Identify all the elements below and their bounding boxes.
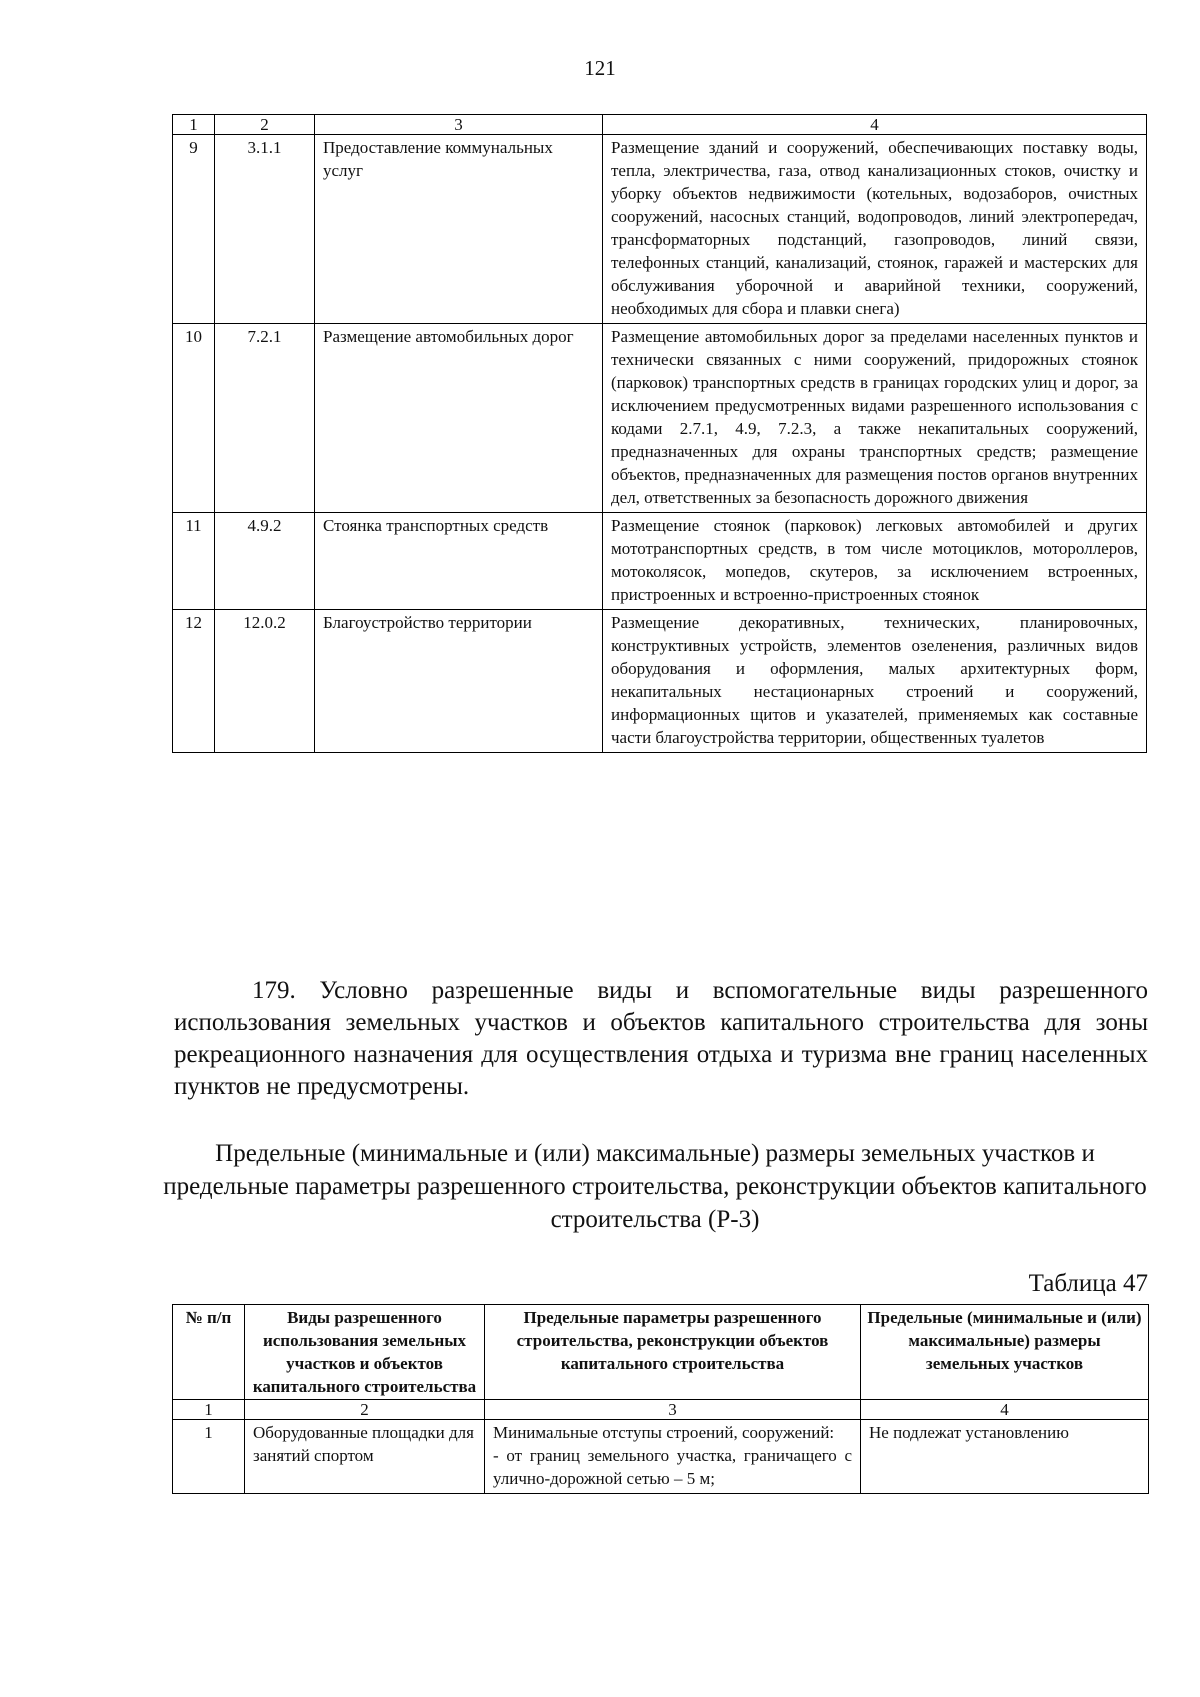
use-name: Размещение автомобильных дорог [315,324,603,513]
table-column-numbers [173,115,1147,135]
paragraph-179: 179. Условно разрешенные виды и вспомогательные виды разрешенного использования земельных участков и объектов капитального строительства для зоны рекреационного назначения для осуществления отдыха и туризма вне границ населенных пунктов не предусмотрены. [174,977,1148,1100]
use-code: 12.0.2 [215,610,315,753]
column-number: 1 [173,115,215,135]
column-number: 2 [245,1400,485,1420]
row-number: 11 [173,513,215,610]
column-number: 4 [861,1400,1149,1420]
column-header: № п/п [173,1305,245,1400]
use-description: Размещение стоянок (парковок) легковых автомобилей и других мототранспортных средств, в том числе мотоциклов, мотороллеров, мотоколясок, мопедов, скутеров, за исключением встроенных, пристроенных и встроенно-пристроенных стоянок [603,513,1147,610]
row-number: 12 [173,610,215,753]
use-name: Оборудованные площадки для занятий спортом [245,1420,485,1494]
use-code: 7.2.1 [215,324,315,513]
use-name: Благоустройство территории [315,610,603,753]
page-number: 121 [584,56,616,80]
column-number: 1 [173,1400,245,1420]
land-use-table-continued [172,114,1147,753]
use-description: Размещение автомобильных дорог за пределами населенных пунктов и технически связанных с ними сооружений, придорожных стоянок (парковок) транспортных средств в границах городских улиц и дорог, за исключением предусмотренных видами разрешенного использования с кодами 2.7.1, 4.9, 7.2.3, а также некапитальных сооружений, предназначенных для охраны транспортных средств; размещение объектов, предназначенных для размещения постов органов внутренних дел, ответственных за безопасность дорожного движения [603,324,1147,513]
table-header-row [173,1305,1149,1400]
column-header: Предельные параметры разрешенного строительства, реконструкции объектов капитального строительства [485,1305,861,1400]
row-number: 9 [173,135,215,324]
table-row [173,513,1147,610]
use-name: Стоянка транспортных средств [315,513,603,610]
construction-parameters [485,1420,861,1494]
use-name: Предоставление коммунальных услуг [315,135,603,324]
column-number: 3 [315,115,603,135]
use-description: Размещение зданий и сооружений, обеспечивающих поставку воды, тепла, электричества, газа, отвод канализационных стоков, очистку и уборку объектов недвижимости (котельных, водозаборов, очистных сооружений, насосных станций, водопроводов, линий электропередач, трансформаторных подстанций, газопроводов, линий связи, телефонных станций, канализаций, стоянок, гаражей и мастерских для обслуживания уборочной и аварийной техники, сооружений, необходимых для сбора и плавки снега) [603,135,1147,324]
use-code: 4.9.2 [215,513,315,610]
use-description: Размещение декоративных, технических, планировочных, конструктивных устройств, элементов озеленения, различных видов оборудования и оформления, малых архитектурных форм, некапитальных нестационарных строений и сооружений, информационных щитов и указателей, применяемых как составные части благоустройства территории, общественных туалетов [603,610,1147,753]
parameters-line: - от границ земельного участка, граничащего с улично-дорожной сетью – 5 м; [493,1446,852,1488]
table-row [173,610,1147,753]
table-caption: Таблица 47 [1028,1270,1148,1297]
table-column-numbers [173,1400,1149,1420]
table-row [173,324,1147,513]
plot-size-limits: Не подлежат установлению [861,1420,1149,1494]
column-header: Предельные (минимальные и (или) максимальные) размеры земельных участков [861,1305,1149,1400]
row-number: 10 [173,324,215,513]
column-number: 2 [215,115,315,135]
parameters-line: Минимальные отступы строений, сооружений: [493,1423,835,1442]
column-header: Виды разрешенного использования земельных участков и объектов капитального строительства [245,1305,485,1400]
column-number: 4 [603,115,1147,135]
table-row [173,1420,1149,1494]
column-number: 3 [485,1400,861,1420]
use-code: 3.1.1 [215,135,315,324]
section-title: Предельные (минимальные и (или) максимальные) размеры земельных участков и предельные параметры разрешенного строительства, реконструкции объектов капитального строительства (Р-3) [163,1140,1147,1233]
parameters-table [172,1304,1149,1494]
table-row [173,135,1147,324]
row-number: 1 [173,1420,245,1494]
